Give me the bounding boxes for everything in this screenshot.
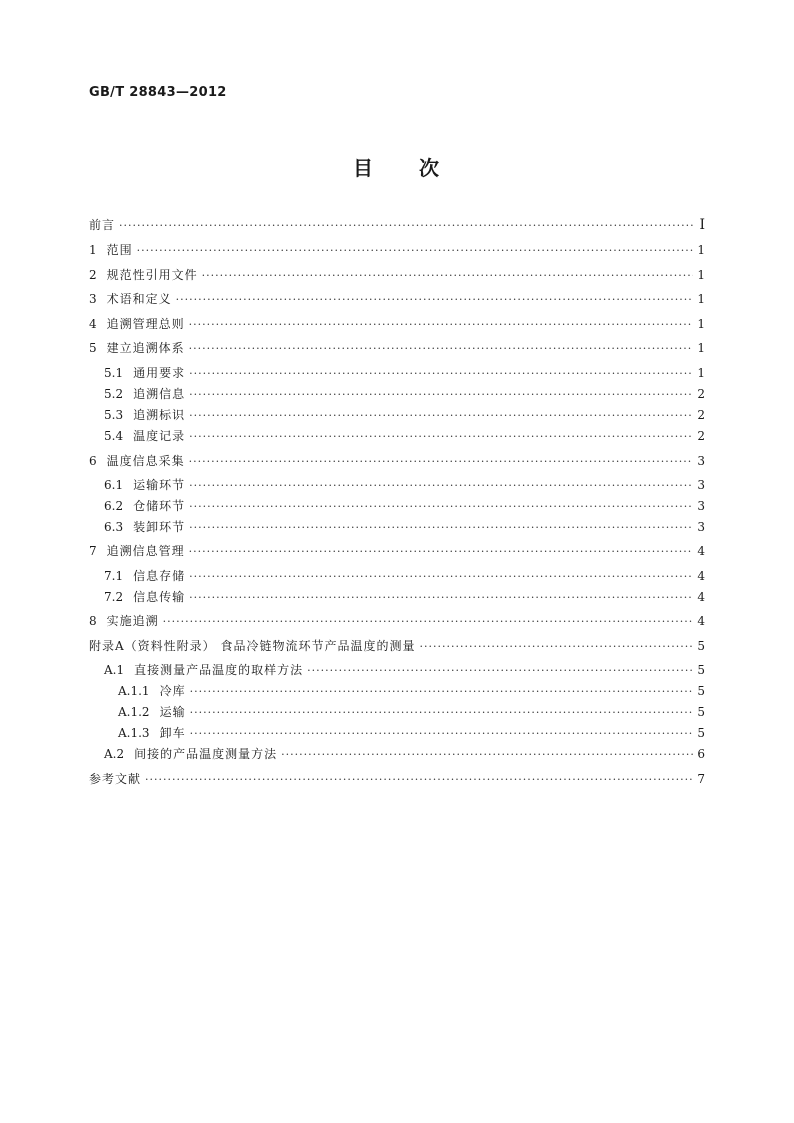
toc-entry-label: 附录A（资料性附录） 食品冷链物流环节产品温度的测量 bbox=[89, 639, 416, 653]
leader-dots bbox=[307, 664, 693, 678]
leader-dots bbox=[189, 409, 693, 423]
toc-entry-appendix-a[interactable] bbox=[89, 639, 705, 654]
toc-entry-label: 仓储环节 bbox=[133, 499, 186, 513]
toc-entry-6-2[interactable] bbox=[89, 499, 705, 514]
toc-entry-label: 运输环节 bbox=[133, 478, 186, 492]
toc-entry-label: 范围 bbox=[106, 243, 133, 257]
toc-page-number: 1 bbox=[697, 317, 705, 331]
toc-page-number: 2 bbox=[697, 387, 705, 401]
leader-dots bbox=[119, 219, 693, 233]
toc-entry-number: 5.3 bbox=[104, 408, 124, 422]
leader-dots bbox=[145, 773, 693, 787]
toc-entry-label: 温度信息采集 bbox=[106, 454, 185, 468]
toc-entry-number: 5.1 bbox=[104, 366, 124, 380]
toc-entry-number: 5.4 bbox=[104, 429, 124, 443]
leader-dots bbox=[189, 570, 693, 584]
page-title: 目 次 bbox=[353, 156, 441, 180]
toc-entry-label: 参考文献 bbox=[89, 772, 142, 786]
toc-entry-number: 3 bbox=[89, 292, 97, 306]
toc-entry-label: 信息传输 bbox=[133, 590, 186, 604]
toc-page-number: 2 bbox=[697, 429, 705, 443]
toc-page-number: 7 bbox=[697, 772, 705, 786]
leader-dots bbox=[163, 615, 693, 629]
toc-entry-5-2[interactable] bbox=[89, 387, 705, 402]
toc-page-number: 6 bbox=[697, 747, 705, 761]
toc-entry-label: 规范性引用文件 bbox=[106, 268, 198, 282]
leader-dots bbox=[189, 521, 693, 535]
toc-entry-5[interactable] bbox=[89, 341, 705, 356]
toc-entry-number: 4 bbox=[89, 317, 97, 331]
toc-entry-foreword[interactable] bbox=[89, 218, 705, 233]
toc-page-number: 2 bbox=[697, 408, 705, 422]
toc-page-number: 1 bbox=[697, 243, 705, 257]
toc-page-number: 4 bbox=[697, 544, 705, 558]
leader-dots bbox=[189, 318, 693, 332]
toc-entry-number: 5.2 bbox=[104, 387, 124, 401]
leader-dots bbox=[189, 591, 693, 605]
toc-page-number: 5 bbox=[697, 663, 705, 677]
leader-dots bbox=[202, 269, 693, 283]
toc-entry-label: 追溯信息 bbox=[133, 387, 186, 401]
toc-entry-number: 7.2 bbox=[104, 590, 124, 604]
toc-entry-a-1[interactable] bbox=[89, 663, 705, 678]
toc-page-number: 1 bbox=[697, 366, 705, 380]
toc-entry-number: 7 bbox=[89, 544, 97, 558]
toc-entry-number: A.1.3 bbox=[118, 726, 150, 740]
toc-entry-number: A.1 bbox=[104, 663, 125, 677]
leader-dots bbox=[190, 706, 693, 720]
leader-dots bbox=[189, 430, 693, 444]
toc-entry-label: 信息存储 bbox=[133, 569, 186, 583]
toc-entry-label: 冷库 bbox=[159, 684, 186, 698]
toc-entry-8[interactable] bbox=[89, 614, 705, 629]
leader-dots bbox=[419, 640, 693, 654]
toc-entry-label: 卸车 bbox=[159, 726, 186, 740]
toc-entry-5-4[interactable] bbox=[89, 429, 705, 444]
toc-entry-7-2[interactable] bbox=[89, 590, 705, 605]
toc-entry-6-3[interactable] bbox=[89, 520, 705, 535]
toc-entry-label: 术语和定义 bbox=[106, 292, 172, 306]
leader-dots bbox=[281, 748, 693, 762]
toc-page-number: 4 bbox=[697, 569, 705, 583]
toc-entry-number: A.1.2 bbox=[118, 705, 150, 719]
toc-entry-7[interactable] bbox=[89, 544, 705, 559]
toc-entry-number: A.1.1 bbox=[118, 684, 150, 698]
leader-dots bbox=[189, 342, 693, 356]
toc-entry-label: 追溯信息管理 bbox=[106, 544, 185, 558]
toc-page-number: 1 bbox=[697, 341, 705, 355]
toc-entry-number: 2 bbox=[89, 268, 97, 282]
toc-page-number: 4 bbox=[697, 614, 705, 628]
toc-entry-5-1[interactable] bbox=[89, 366, 705, 381]
toc-entry-6-1[interactable] bbox=[89, 478, 705, 493]
toc-entry-number: 6.1 bbox=[104, 478, 124, 492]
leader-dots bbox=[189, 367, 693, 381]
toc-entry-label: 追溯管理总则 bbox=[106, 317, 185, 331]
toc-page-number: 3 bbox=[697, 478, 705, 492]
toc-entry-references[interactable] bbox=[89, 772, 705, 787]
toc-entry-a-1-3[interactable] bbox=[89, 726, 705, 741]
toc-page-number: 5 bbox=[697, 684, 705, 698]
toc-entry-label: 建立追溯体系 bbox=[106, 341, 185, 355]
leader-dots bbox=[189, 455, 693, 469]
toc-page-number: 5 bbox=[697, 705, 705, 719]
toc-entry-label: 温度记录 bbox=[133, 429, 186, 443]
toc-entry-number: 6 bbox=[89, 454, 97, 468]
standard-code: GB/T 28843—2012 bbox=[89, 85, 227, 100]
leader-dots bbox=[190, 727, 693, 741]
toc-entry-number: 1 bbox=[89, 243, 97, 257]
leader-dots bbox=[189, 479, 693, 493]
toc-entry-a-2[interactable] bbox=[89, 747, 705, 762]
toc-entry-label: 运输 bbox=[159, 705, 186, 719]
toc-page-number: 3 bbox=[697, 499, 705, 513]
leader-dots bbox=[137, 244, 693, 258]
toc-page-number: Ⅰ bbox=[699, 217, 705, 233]
toc-entry-3[interactable] bbox=[89, 292, 705, 307]
toc-entry-number: 8 bbox=[89, 614, 97, 628]
toc-entry-7-1[interactable] bbox=[89, 569, 705, 584]
toc-entry-number: 6.2 bbox=[104, 499, 124, 513]
toc-entry-2[interactable] bbox=[89, 268, 705, 283]
toc-entry-1[interactable] bbox=[89, 243, 705, 258]
toc-page-number: 5 bbox=[697, 726, 705, 740]
toc-entry-label: 通用要求 bbox=[133, 366, 186, 380]
toc-entry-a-1-2[interactable] bbox=[89, 705, 705, 720]
leader-dots bbox=[189, 545, 693, 559]
toc-entry-number: 6.3 bbox=[104, 520, 124, 534]
toc-entry-label: 装卸环节 bbox=[133, 520, 186, 534]
leader-dots bbox=[189, 500, 693, 514]
toc-page-number: 1 bbox=[697, 268, 705, 282]
toc-page-number: 4 bbox=[697, 590, 705, 604]
toc-entry-number: 5 bbox=[89, 341, 97, 355]
leader-dots bbox=[189, 388, 693, 402]
toc-entry-label: 前言 bbox=[89, 218, 116, 232]
toc-entry-label: 直接测量产品温度的取样方法 bbox=[134, 663, 304, 677]
toc-page-number: 3 bbox=[697, 520, 705, 534]
toc-entry-5-3[interactable] bbox=[89, 408, 705, 423]
toc-page-number: 5 bbox=[697, 639, 705, 653]
toc-page-number: 3 bbox=[697, 454, 705, 468]
toc-entry-6[interactable] bbox=[89, 454, 705, 469]
toc-page-number: 1 bbox=[697, 292, 705, 306]
leader-dots bbox=[190, 685, 693, 699]
toc-entry-label: 间接的产品温度测量方法 bbox=[134, 747, 278, 761]
toc-entry-label: 追溯标识 bbox=[133, 408, 186, 422]
toc-entry-a-1-1[interactable] bbox=[89, 684, 705, 699]
toc-entry-number: 7.1 bbox=[104, 569, 124, 583]
toc-entry-number: A.2 bbox=[104, 747, 125, 761]
toc-entry-label: 实施追溯 bbox=[106, 614, 159, 628]
toc-entry-4[interactable] bbox=[89, 317, 705, 332]
leader-dots bbox=[176, 293, 693, 307]
